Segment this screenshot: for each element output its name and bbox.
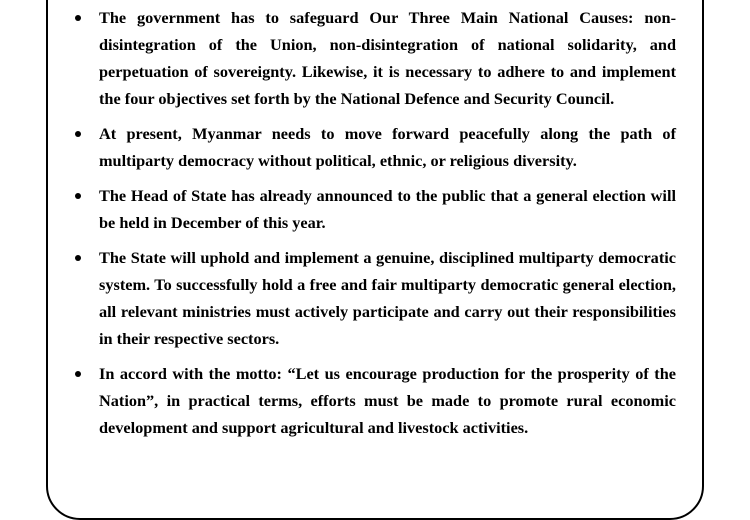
bullet-item <box>0 182 750 236</box>
bullet-text: The government has to safeguard Our Three Main National Causes: non-disintegration of the Union, non-disintegration of national solidarity, and perpetuation of sovereignty. Likewise, it is necessary to adhere to and implement the four objectives set forth by the National Defence and Security Council. <box>99 8 676 108</box>
bullet-text: The Head of State has already announced to the public that a general election will be held in December of this year. <box>99 186 676 232</box>
bullet-marker <box>75 12 81 21</box>
bullet-list <box>0 4 750 449</box>
bullet-marker <box>75 128 81 137</box>
bullet-marker <box>75 252 81 261</box>
bullet-marker <box>75 368 81 377</box>
bullet-text: At present, Myanmar needs to move forward peacefully along the path of multiparty democracy without political, ethnic, or religious diversity. <box>99 124 676 170</box>
bullet-item <box>0 244 750 352</box>
bullet-item <box>0 120 750 174</box>
bullet-item <box>0 4 750 112</box>
bullet-text: The State will uphold and implement a genuine, disciplined multiparty democratic system. To successfully hold a free and fair multiparty democratic general election, all relevant ministries must actively participate and carry out their responsibilities in their respective sectors. <box>99 248 676 348</box>
bullet-item <box>0 360 750 441</box>
bullet-text: In accord with the motto: “Let us encourage production for the prosperity of the Nation”, in practical terms, efforts must be made to promote rural economic development and support agricultural and livestock activities. <box>99 364 676 437</box>
bullet-marker <box>75 190 81 199</box>
